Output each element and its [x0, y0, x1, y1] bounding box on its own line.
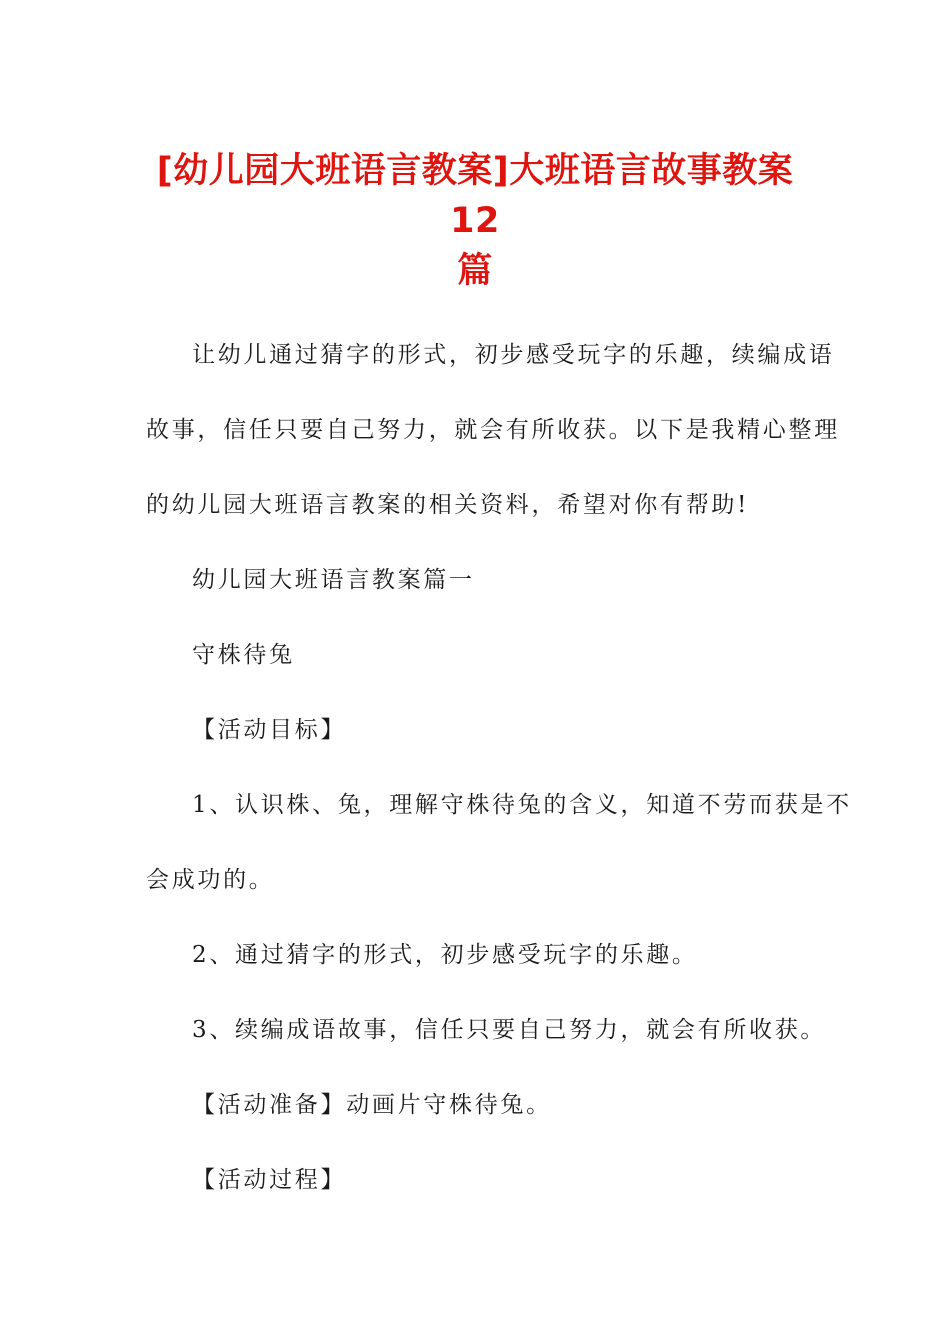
- intro-line-2: 故事，信任只要自己努力，就会有所收获。以下是我精心整理: [146, 417, 840, 443]
- process-heading: 【活动过程】: [192, 1167, 347, 1193]
- goal-item-2: 2、通过猜字的形式，初步感受玩字的乐趣。: [192, 942, 698, 968]
- goals-heading: 【活动目标】: [192, 717, 347, 743]
- document-body: [146, 318, 852, 1218]
- goal-item-3: 3、续编成语故事，信任只要自己努力，就会有所收获。: [192, 1017, 827, 1043]
- goal-1-line-1: 1、认识株、兔，理解守株待兔的含义，知道不劳而获是不: [192, 792, 852, 818]
- goal-item-1: [146, 768, 852, 918]
- story-title: 守株待兔: [192, 642, 295, 668]
- intro-paragraph: [146, 318, 840, 543]
- title-line-2: 篇: [457, 251, 493, 291]
- intro-line-3: 的幼儿园大班语言教案的相关资料，希望对你有帮助!: [146, 492, 750, 518]
- title-line-1: [幼儿园大班语言教案]大班语言故事教案 12: [156, 151, 794, 241]
- section-heading: 幼儿园大班语言教案篇一: [192, 567, 475, 593]
- goal-1-line-2: 会成功的。: [146, 867, 275, 893]
- preparation-paragraph: 【活动准备】动画片守株待兔。: [192, 1092, 552, 1118]
- document-title: [130, 146, 820, 296]
- intro-line-1: 让幼儿通过猜字的形式，初步感受玩字的乐趣，续编成语: [192, 342, 835, 368]
